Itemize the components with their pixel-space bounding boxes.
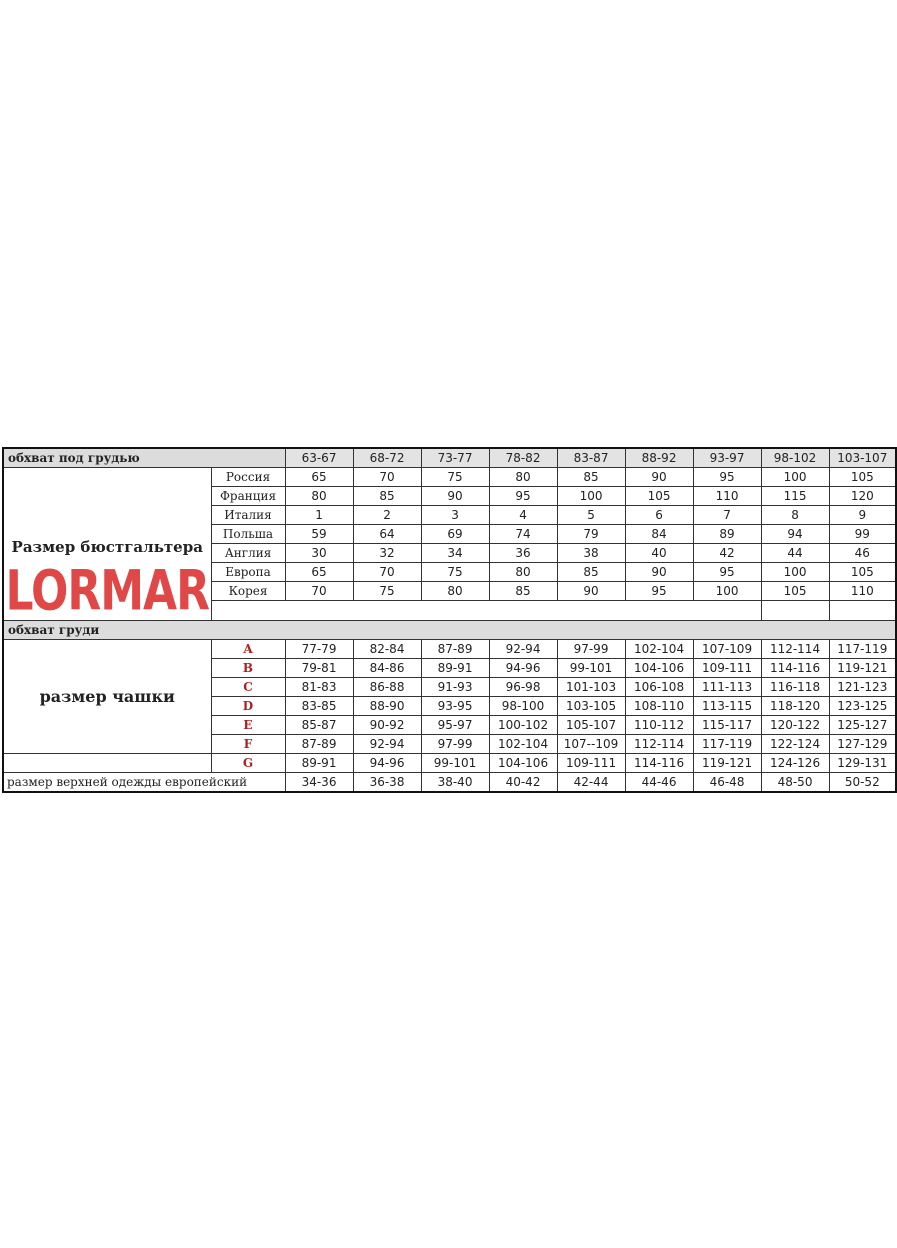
cup-size-value: 112-114 — [625, 735, 693, 754]
cup-size-value: 116-118 — [761, 678, 829, 697]
outerwear-size: 48-50 — [761, 773, 829, 793]
outerwear-size: 44-46 — [625, 773, 693, 793]
bra-size-value: 80 — [489, 468, 557, 487]
bra-size-value: 84 — [625, 525, 693, 544]
empty-cell — [761, 601, 829, 621]
bra-size-value: 65 — [285, 563, 353, 582]
cup-size-value: 99-101 — [421, 754, 489, 773]
cup-size-value: 114-116 — [625, 754, 693, 773]
bra-size-value: 4 — [489, 506, 557, 525]
country-label: Польша — [211, 525, 285, 544]
underbust-header-row — [3, 448, 896, 468]
cup-letter: F — [211, 735, 285, 754]
bra-size-value: 9 — [829, 506, 896, 525]
bra-size-value: 90 — [625, 468, 693, 487]
cup-size-value: 96-98 — [489, 678, 557, 697]
bra-size-value: 1 — [285, 506, 353, 525]
bra-size-value: 85 — [557, 468, 625, 487]
bra-size-value: 69 — [421, 525, 489, 544]
bra-size-value: 38 — [557, 544, 625, 563]
country-label: Европа — [211, 563, 285, 582]
bra-size-value: 70 — [353, 468, 421, 487]
bra-size-value: 105 — [829, 563, 896, 582]
bra-size-value: 80 — [285, 487, 353, 506]
cup-size-value: 87-89 — [421, 640, 489, 659]
underbust-range: 88-92 — [625, 448, 693, 468]
bra-size-value: 90 — [625, 563, 693, 582]
bra-size-value: 90 — [557, 582, 625, 601]
cup-size-value: 121-123 — [829, 678, 896, 697]
cup-size-value: 101-103 — [557, 678, 625, 697]
cup-size-value: 117-119 — [829, 640, 896, 659]
cup-size-value: 114-116 — [761, 659, 829, 678]
bra-size-value: 65 — [285, 468, 353, 487]
cup-letter: D — [211, 697, 285, 716]
cup-letter: E — [211, 716, 285, 735]
bra-size-value: 40 — [625, 544, 693, 563]
cup-size-value: 104-106 — [625, 659, 693, 678]
cup-size-value: 102-104 — [489, 735, 557, 754]
cup-size-value: 129-131 — [829, 754, 896, 773]
bra-size-value: 80 — [489, 563, 557, 582]
outerwear-size: 36-38 — [353, 773, 421, 793]
brand-logo: LORMAR — [5, 559, 209, 621]
bra-size-value: 3 — [421, 506, 489, 525]
cup-size-value: 100-102 — [489, 716, 557, 735]
bra-size-value: 100 — [761, 468, 829, 487]
bra-size-value: 70 — [353, 563, 421, 582]
country-label: Россия — [211, 468, 285, 487]
bra-size-value: 89 — [693, 525, 761, 544]
bra-size-value: 95 — [489, 487, 557, 506]
cup-size-value: 87-89 — [285, 735, 353, 754]
cup-size-value: 106-108 — [625, 678, 693, 697]
outerwear-label: размер верхней одежды европейский — [3, 773, 285, 793]
cup-size-value: 77-79 — [285, 640, 353, 659]
cup-size-value: 88-90 — [353, 697, 421, 716]
underbust-range: 83-87 — [557, 448, 625, 468]
underbust-range: 63-67 — [285, 448, 353, 468]
outerwear-size: 38-40 — [421, 773, 489, 793]
bra-size-value: 80 — [421, 582, 489, 601]
cup-size-value: 111-113 — [693, 678, 761, 697]
cup-letter: A — [211, 640, 285, 659]
bra-size-value: 105 — [625, 487, 693, 506]
bra-size-value: 95 — [693, 563, 761, 582]
cup-size-value: 89-91 — [285, 754, 353, 773]
cup-size-value: 115-117 — [693, 716, 761, 735]
size-chart — [2, 447, 895, 793]
outerwear-size: 46-48 — [693, 773, 761, 793]
bra-size-value: 94 — [761, 525, 829, 544]
cup-size-value: 103-105 — [557, 697, 625, 716]
bra-size-value: 30 — [285, 544, 353, 563]
cup-size-value: 105-107 — [557, 716, 625, 735]
bra-size-value: 32 — [353, 544, 421, 563]
bra-size-value: 44 — [761, 544, 829, 563]
empty-cell — [211, 601, 761, 621]
country-label: Корея — [211, 582, 285, 601]
cup-size-value: 93-95 — [421, 697, 489, 716]
bra-size-value: 42 — [693, 544, 761, 563]
cup-size-title: размер чашки — [3, 640, 211, 754]
cup-size-value: 92-94 — [353, 735, 421, 754]
bust-label: обхват груди — [3, 621, 896, 640]
cup-size-value: 125-127 — [829, 716, 896, 735]
country-label: Англия — [211, 544, 285, 563]
cup-size-value: 109-111 — [557, 754, 625, 773]
empty-cell — [829, 601, 896, 621]
cup-size-value: 120-122 — [761, 716, 829, 735]
cup-size-value: 113-115 — [693, 697, 761, 716]
outerwear-size: 34-36 — [285, 773, 353, 793]
cup-size-value: 112-114 — [761, 640, 829, 659]
bra-size-value: 75 — [353, 582, 421, 601]
cup-size-value: 122-124 — [761, 735, 829, 754]
bra-size-value: 95 — [693, 468, 761, 487]
cup-size-value: 108-110 — [625, 697, 693, 716]
cup-size-value: 117-119 — [693, 735, 761, 754]
bra-size-value: 8 — [761, 506, 829, 525]
cup-size-row — [3, 754, 896, 773]
country-label: Франция — [211, 487, 285, 506]
cup-letter: G — [211, 754, 285, 773]
bra-size-title-cell — [3, 468, 211, 621]
outerwear-row — [3, 773, 896, 793]
bra-size-value: 46 — [829, 544, 896, 563]
cup-size-value: 91-93 — [421, 678, 489, 697]
bra-size-value: 120 — [829, 487, 896, 506]
size-table — [2, 447, 897, 793]
underbust-range: 68-72 — [353, 448, 421, 468]
bust-header-row — [3, 621, 896, 640]
bra-size-value: 100 — [761, 563, 829, 582]
underbust-label: обхват под грудью — [3, 448, 285, 468]
cup-size-value: 95-97 — [421, 716, 489, 735]
bra-size-value: 85 — [489, 582, 557, 601]
bra-size-value: 74 — [489, 525, 557, 544]
bra-size-row — [3, 468, 896, 487]
bra-size-value: 85 — [557, 563, 625, 582]
bra-size-value: 6 — [625, 506, 693, 525]
bra-size-value: 95 — [625, 582, 693, 601]
cup-size-value: 98-100 — [489, 697, 557, 716]
bra-size-value: 36 — [489, 544, 557, 563]
bra-size-value: 75 — [421, 563, 489, 582]
underbust-range: 103-107 — [829, 448, 896, 468]
bra-size-value: 34 — [421, 544, 489, 563]
cup-size-value: 118-120 — [761, 697, 829, 716]
cup-size-value: 79-81 — [285, 659, 353, 678]
bra-size-value: 99 — [829, 525, 896, 544]
cup-size-value: 107-109 — [693, 640, 761, 659]
bra-size-value: 70 — [285, 582, 353, 601]
bra-size-title: Размер бюстгальтера — [11, 538, 203, 556]
cup-letter: B — [211, 659, 285, 678]
cup-size-value: 104-106 — [489, 754, 557, 773]
cup-size-value: 127-129 — [829, 735, 896, 754]
cup-size-value: 123-125 — [829, 697, 896, 716]
cup-size-value: 119-121 — [693, 754, 761, 773]
country-label: Италия — [211, 506, 285, 525]
bra-size-value: 64 — [353, 525, 421, 544]
underbust-range: 93-97 — [693, 448, 761, 468]
bra-size-value: 90 — [421, 487, 489, 506]
bra-size-value: 2 — [353, 506, 421, 525]
bra-size-value: 115 — [761, 487, 829, 506]
underbust-range: 98-102 — [761, 448, 829, 468]
outerwear-size: 50-52 — [829, 773, 896, 793]
cup-size-value: 124-126 — [761, 754, 829, 773]
bra-size-value: 105 — [761, 582, 829, 601]
cup-size-value: 90-92 — [353, 716, 421, 735]
bra-size-value: 85 — [353, 487, 421, 506]
cup-size-value: 83-85 — [285, 697, 353, 716]
cup-size-value: 109-111 — [693, 659, 761, 678]
cup-letter: C — [211, 678, 285, 697]
cup-size-value: 85-87 — [285, 716, 353, 735]
outerwear-size: 40-42 — [489, 773, 557, 793]
cup-size-value: 94-96 — [353, 754, 421, 773]
bra-size-value: 5 — [557, 506, 625, 525]
empty-cell — [3, 754, 211, 773]
bra-size-value: 100 — [557, 487, 625, 506]
underbust-range: 73-77 — [421, 448, 489, 468]
cup-size-value: 99-101 — [557, 659, 625, 678]
cup-size-value: 84-86 — [353, 659, 421, 678]
cup-size-value: 89-91 — [421, 659, 489, 678]
cup-size-value: 86-88 — [353, 678, 421, 697]
cup-size-row — [3, 640, 896, 659]
underbust-range: 78-82 — [489, 448, 557, 468]
cup-size-value: 82-84 — [353, 640, 421, 659]
cup-size-value: 94-96 — [489, 659, 557, 678]
cup-size-value: 97-99 — [421, 735, 489, 754]
outerwear-size: 42-44 — [557, 773, 625, 793]
bra-size-value: 7 — [693, 506, 761, 525]
cup-size-value: 110-112 — [625, 716, 693, 735]
bra-size-value: 105 — [829, 468, 896, 487]
cup-size-value: 102-104 — [625, 640, 693, 659]
cup-size-value: 92-94 — [489, 640, 557, 659]
bra-size-value: 59 — [285, 525, 353, 544]
bra-size-value: 79 — [557, 525, 625, 544]
cup-size-value: 81-83 — [285, 678, 353, 697]
bra-size-value: 100 — [693, 582, 761, 601]
cup-size-value: 107--109 — [557, 735, 625, 754]
cup-size-value: 97-99 — [557, 640, 625, 659]
bra-size-value: 110 — [829, 582, 896, 601]
bra-size-value: 110 — [693, 487, 761, 506]
cup-size-value: 119-121 — [829, 659, 896, 678]
bra-size-value: 75 — [421, 468, 489, 487]
